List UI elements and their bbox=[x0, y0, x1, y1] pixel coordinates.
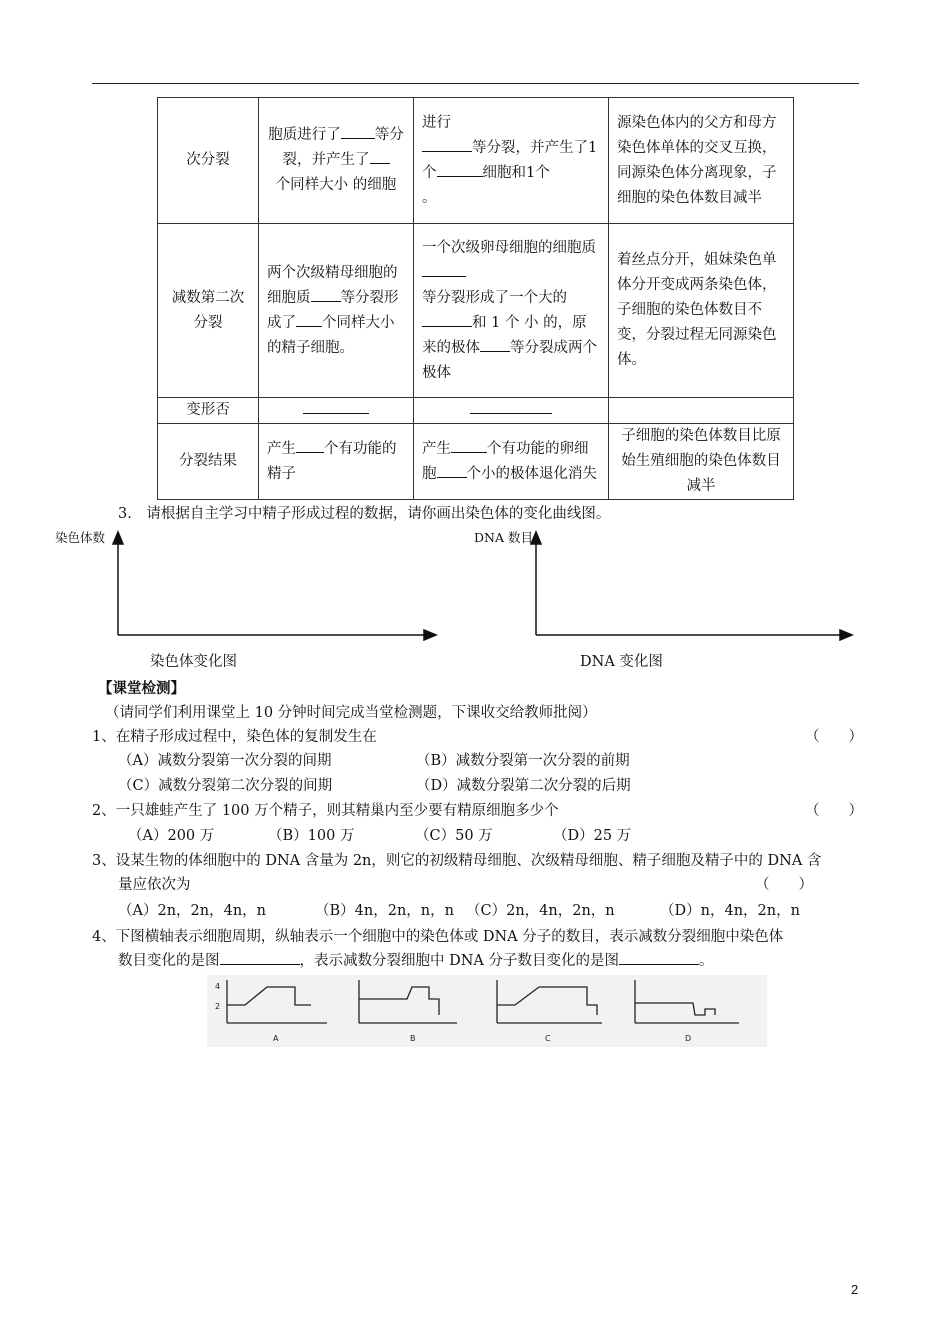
option-c: （C）减数分裂第二次分裂的间期 bbox=[118, 778, 333, 794]
q3-prompt: 3. 请根据自主学习中精子形成过程的数据，请你画出染色体的变化曲线图。 bbox=[118, 506, 611, 522]
chromosome-graph-caption: 染色体变化图 bbox=[150, 654, 237, 670]
option-d: （D）n，4n，2n，n bbox=[660, 903, 800, 919]
graph-label-b: B bbox=[410, 1034, 416, 1043]
question-4-stem-cont: 数目变化的是图 ，表示减数分裂细胞中 DNA 分子数目变化的是图 。 bbox=[118, 950, 714, 972]
graph-a-curve bbox=[227, 987, 311, 1005]
graph-b-curve bbox=[359, 987, 439, 1015]
cell-cycle-graphs-figure bbox=[207, 975, 767, 1047]
fill-blank bbox=[220, 950, 300, 965]
dna-graph-caption: DNA 变化图 bbox=[580, 654, 663, 670]
instruction-text: （请同学们利用课堂上 10 分钟时间完成当堂检测题，下课收交给教师批阅） bbox=[105, 705, 597, 721]
egg-cell: 产生 个有功能的卵细胞 个小的极体退化消失 bbox=[414, 424, 609, 500]
question-1-stem: 1、在精子形成过程中，染色体的复制发生在 bbox=[92, 729, 377, 745]
stage-cell: 次分裂 bbox=[158, 98, 259, 224]
option-a: （A）200 万 bbox=[128, 828, 215, 844]
fill-blank bbox=[619, 950, 699, 965]
option-b: （B）4n，2n，n，n bbox=[315, 903, 454, 919]
option-c: （C）2n，4n，2n，n bbox=[466, 903, 615, 919]
stage-cell: 变形否 bbox=[158, 398, 259, 424]
note-cell: 源染色体内的父方和母方染色体单体的交叉互换，同源染色体分离现象，子细胞的染色体数目减半 bbox=[609, 98, 794, 224]
answer-paren: （ ） bbox=[805, 803, 863, 819]
section-heading: 【课堂检测】 bbox=[98, 680, 185, 697]
question-3-stem-cont: 量应依次为 bbox=[118, 877, 191, 893]
option-b: （B）100 万 bbox=[268, 828, 355, 844]
mini-graphs-svg bbox=[207, 975, 767, 1047]
dna-axis-label: DNA 数目 bbox=[474, 530, 533, 545]
tick-label: 2 bbox=[215, 1002, 221, 1011]
answer-paren: （ ） bbox=[755, 877, 813, 893]
chromosome-axis-label: 染色体数 bbox=[55, 530, 106, 545]
option-d: （D）25 万 bbox=[553, 828, 632, 844]
option-b: （B）减数分裂第一次分裂的前期 bbox=[416, 753, 630, 769]
tick-label: 4 bbox=[215, 982, 221, 991]
question-4-stem: 4、下图横轴表示细胞周期，纵轴表示一个细胞中的染色体或 DNA 分子的数目，表示减数分裂细胞中染色体 bbox=[92, 929, 784, 945]
option-c: （C）50 万 bbox=[415, 828, 493, 844]
egg-cell: 进行 等分裂，并产生了1个 细胞和1个 。 bbox=[414, 98, 609, 224]
option-d: （D）减数分裂第二次分裂的后期 bbox=[416, 778, 631, 794]
egg-cell: 一个次级卵母细胞的细胞质 等分裂形成了一个大的 和 1 个 小 的，原来的极体 等分裂成两个极体 bbox=[414, 224, 609, 398]
question-2-stem: 2、一只雄蛙产生了 100 万个精子，则其精巢内至少要有精原细胞多少个 bbox=[92, 803, 559, 819]
graph-label-c: C bbox=[545, 1034, 551, 1043]
graph-label-d: D bbox=[685, 1034, 692, 1043]
page-number: 2 bbox=[851, 1282, 859, 1297]
option-a: （A）减数分裂第一次分裂的间期 bbox=[118, 753, 332, 769]
note-cell: 子细胞的染色体数目比原始生殖细胞的染色体数目减半 bbox=[609, 424, 794, 500]
graph-label-a: A bbox=[273, 1034, 279, 1043]
sperm-cell: 胞质进行了 等分裂，并产生了 个同样大小 的细胞 bbox=[259, 98, 414, 224]
stage-cell: 减数第二次分裂 bbox=[158, 224, 259, 398]
graph-c-curve bbox=[497, 987, 597, 1015]
graph-d-curve bbox=[635, 1003, 715, 1015]
stage-cell: 分裂结果 bbox=[158, 424, 259, 500]
option-a: （A）2n，2n，4n，n bbox=[118, 903, 267, 919]
note-cell: 着丝点分开，姐妹染色单体分开变成两条染色体，子细胞的染色体数目不变，分裂过程无同源染色体。 bbox=[609, 224, 794, 398]
sperm-cell: 产生 个有功能的精子 bbox=[259, 424, 414, 500]
answer-paren: （ ） bbox=[805, 729, 863, 745]
question-3-stem: 3、设某生物的体细胞中的 DNA 含量为 2n，则它的初级精母细胞、次级精母细胞、精子细胞及精子中的 DNA 含 bbox=[92, 853, 822, 869]
sperm-cell: 两个次级精母细胞的细胞质 等分裂形成了 个同样大小 的精子细胞。 bbox=[259, 224, 414, 398]
